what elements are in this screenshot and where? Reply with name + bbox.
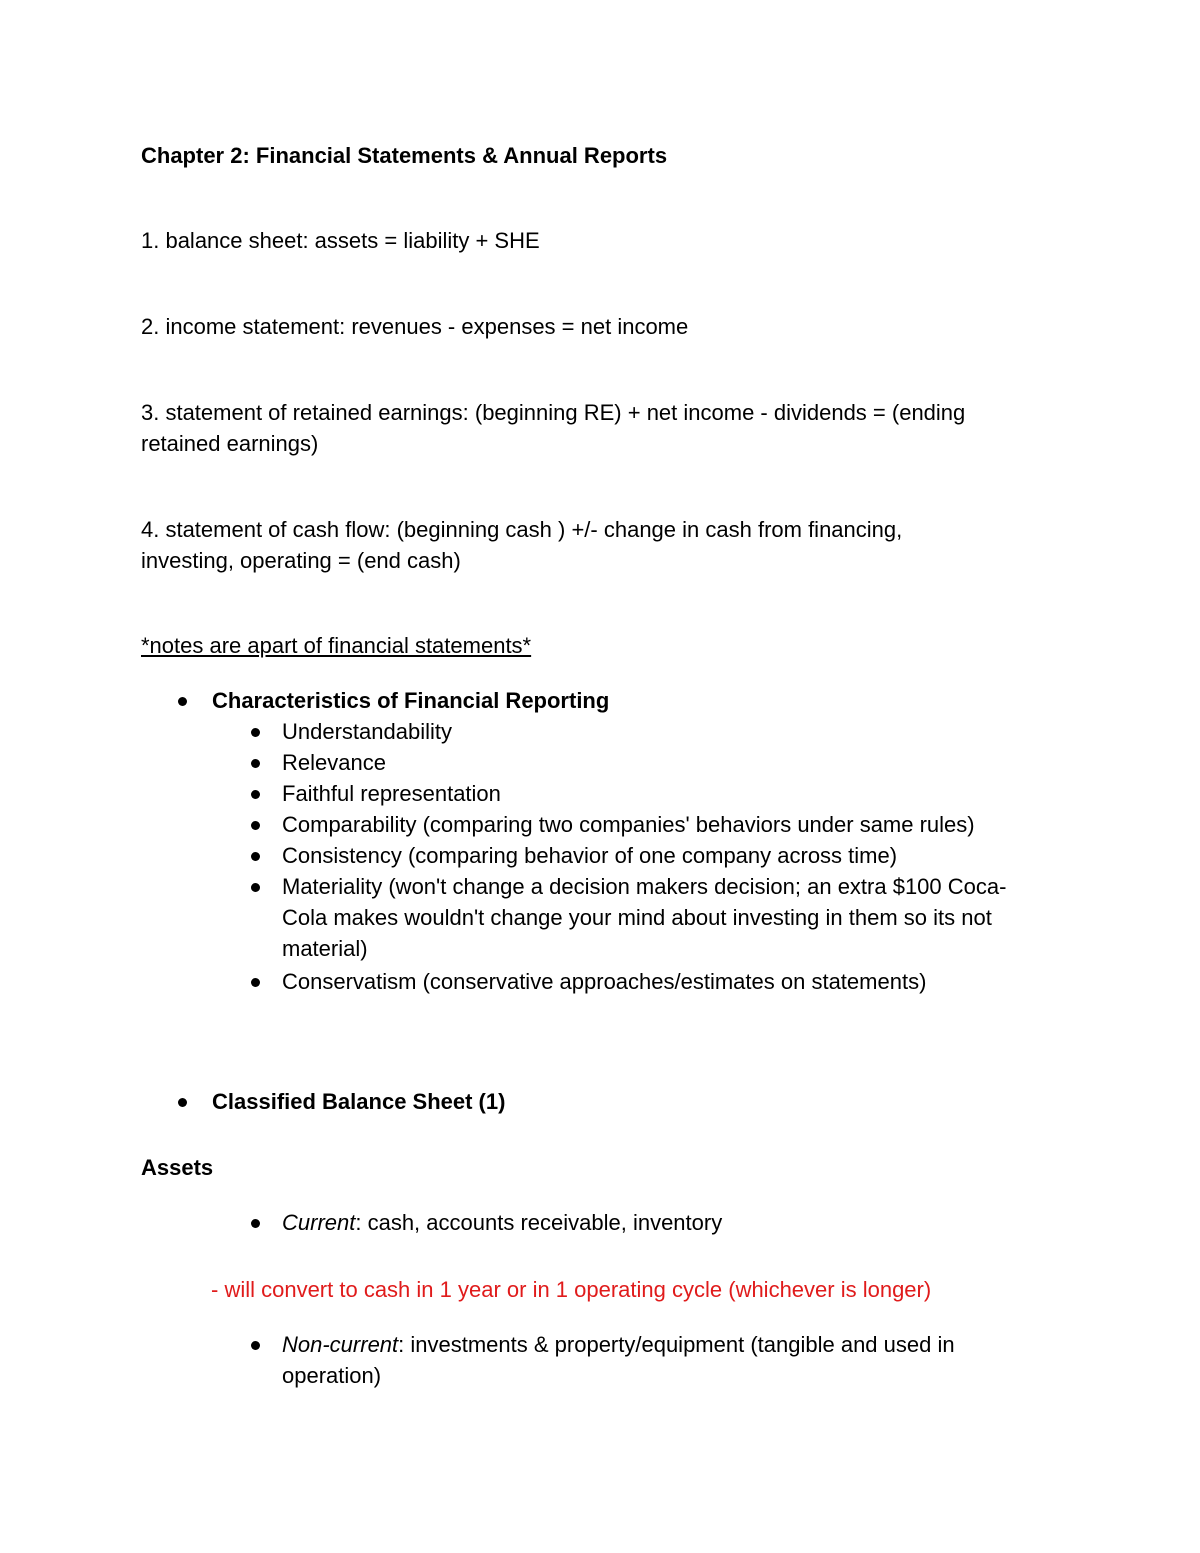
current-assets-text: : cash, accounts receivable, inventory [355, 1210, 723, 1235]
bullet-icon [251, 1219, 260, 1228]
current-assets-note: - will convert to cash in 1 year or in 1 operating cycle (whichever is longer) [211, 1277, 932, 1302]
bullet-icon [178, 697, 187, 706]
characteristic-item: Consistency (comparing behavior of one company across time) [282, 843, 898, 868]
bullet-icon [251, 883, 260, 892]
statement-retained-earnings: 3. statement of retained earnings: (beginning RE) + net income - dividends = (ending retained earnings) [141, 400, 966, 456]
bullet-icon [251, 821, 260, 830]
bullet-icon [251, 978, 260, 987]
characteristic-item: Materiality (won't change a decision makers decision; an extra $100 Coca-Cola makes wouldn't change your mind about investing in them so its not material) [282, 874, 1007, 961]
statement-balance-sheet: 1. balance sheet: assets = liability + SHE [141, 228, 540, 253]
noncurrent-assets-label: Non-current [282, 1332, 399, 1357]
noncurrent-assets-item [282, 1329, 1022, 1391]
characteristic-item: Faithful representation [282, 781, 501, 806]
characteristic-item: Conservatism (conservative approaches/estimates on statements) [282, 969, 927, 994]
current-assets-label: Current [282, 1210, 356, 1235]
bullet-icon [251, 759, 260, 768]
noncurrent-assets-text: : investments & property/equipment (tangible and used in operation) [282, 1332, 955, 1388]
bullet-icon [251, 852, 260, 861]
bullet-icon [251, 1341, 260, 1350]
characteristic-item: Understandability [282, 719, 452, 744]
statement-cash-flow: 4. statement of cash flow: (beginning cash ) +/- change in cash from financing, investing, operating = (end cash) [141, 517, 903, 573]
characteristics-heading: Characteristics of Financial Reporting [212, 688, 610, 713]
financial-statements-note: *notes are apart of financial statements* [141, 633, 532, 658]
characteristic-item: Relevance [282, 750, 386, 775]
page-title: Chapter 2: Financial Statements & Annual Reports [141, 143, 668, 168]
bullet-icon [251, 728, 260, 737]
current-assets-item [282, 1207, 1052, 1238]
characteristic-item: Comparability (comparing two companies' behaviors under same rules) [282, 812, 975, 837]
bullet-icon [251, 790, 260, 799]
statement-income: 2. income statement: revenues - expenses = net income [141, 314, 689, 339]
assets-heading: Assets [141, 1155, 214, 1180]
bullet-icon [178, 1098, 187, 1107]
classified-balance-sheet-heading: Classified Balance Sheet (1) [212, 1089, 506, 1114]
